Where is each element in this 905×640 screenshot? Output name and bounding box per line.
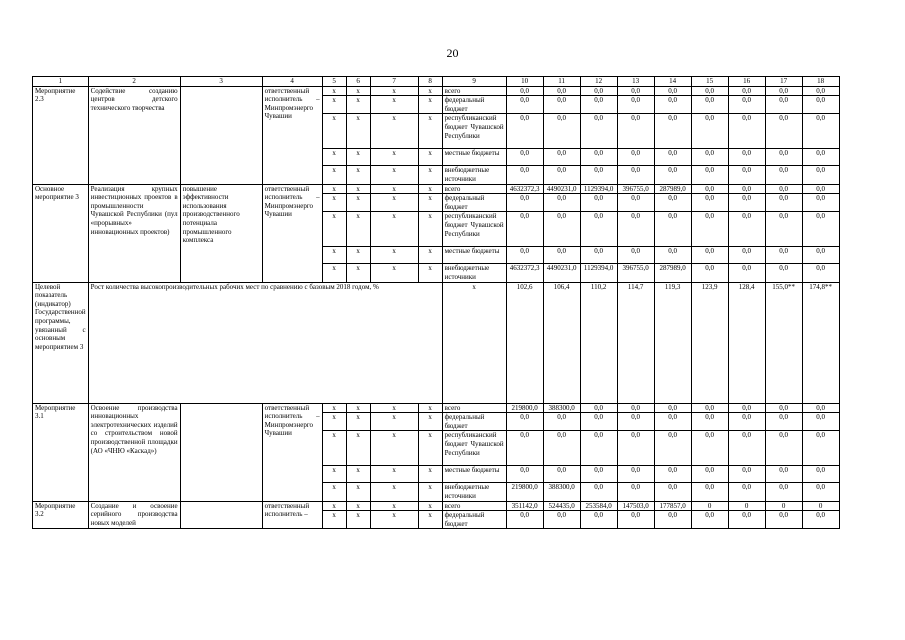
funding-value: 0,0 bbox=[802, 212, 839, 247]
funding-value: 0,0 bbox=[580, 212, 617, 247]
empty-mark-cell: x bbox=[322, 149, 346, 166]
funding-value: 0,0 bbox=[802, 166, 839, 184]
funding-source: всего bbox=[442, 86, 506, 96]
funding-value: 0,0 bbox=[543, 247, 580, 264]
empty-mark-cell: x bbox=[346, 194, 370, 212]
funding-value: 0,0 bbox=[691, 511, 728, 529]
column-number-1: 1 bbox=[33, 77, 89, 87]
funding-value: 0,0 bbox=[580, 403, 617, 413]
event-code: Мероприятие 2.3 bbox=[33, 86, 89, 184]
funding-value: 0,0 bbox=[691, 403, 728, 413]
funding-value: 0,0 bbox=[580, 483, 617, 501]
funding-source: всего bbox=[442, 184, 506, 194]
event-goal bbox=[180, 403, 262, 501]
empty-mark-cell: x bbox=[418, 184, 442, 194]
empty-mark-cell: x bbox=[322, 184, 346, 194]
funding-value: 0,0 bbox=[506, 149, 543, 166]
funding-value: 0,0 bbox=[506, 247, 543, 264]
funding-value: 0,0 bbox=[617, 96, 654, 114]
funding-value: 0,0 bbox=[765, 96, 802, 114]
funding-value: 0,0 bbox=[765, 212, 802, 247]
empty-mark-cell: x bbox=[418, 466, 442, 483]
funding-value: 0,0 bbox=[543, 212, 580, 247]
funding-value: 0,0 bbox=[691, 166, 728, 184]
empty-mark-cell: x bbox=[370, 114, 418, 149]
funding-value: 0,0 bbox=[543, 413, 580, 431]
funding-value: 0,0 bbox=[802, 483, 839, 501]
funding-value: 388300,0 bbox=[543, 403, 580, 413]
funding-value: 0,0 bbox=[580, 466, 617, 483]
funding-value: 0,0 bbox=[654, 511, 691, 529]
funding-value: 0,0 bbox=[506, 96, 543, 114]
empty-mark-cell: x bbox=[370, 413, 418, 431]
funding-value: 0,0 bbox=[654, 483, 691, 501]
column-number-9: 9 bbox=[442, 77, 506, 87]
funding-value: 0,0 bbox=[617, 403, 654, 413]
funding-source: внебюджетные источники bbox=[442, 264, 506, 282]
funding-value: 0,0 bbox=[765, 247, 802, 264]
funding-value: 0,0 bbox=[580, 413, 617, 431]
funding-value: 1129394,0 bbox=[580, 184, 617, 194]
funding-source: федеральный бюджет bbox=[442, 194, 506, 212]
funding-value: 0,0 bbox=[580, 431, 617, 466]
empty-mark-cell: x bbox=[418, 194, 442, 212]
empty-mark-cell: x bbox=[418, 247, 442, 264]
funding-value: 0,0 bbox=[506, 466, 543, 483]
funding-value: 0,0 bbox=[506, 413, 543, 431]
funding-value: 0,0 bbox=[691, 483, 728, 501]
funding-value: 0,0 bbox=[617, 431, 654, 466]
funding-value: 0,0 bbox=[802, 86, 839, 96]
funding-value: 0,0 bbox=[654, 149, 691, 166]
empty-mark-cell: x bbox=[346, 264, 370, 282]
funding-value: 0,0 bbox=[802, 194, 839, 212]
empty-mark-cell: x bbox=[370, 511, 418, 529]
funding-source: республиканский бюджет Чувашской Республики bbox=[442, 212, 506, 247]
indicator-value: 102,6 bbox=[506, 282, 543, 403]
indicator-x-cell: x bbox=[442, 282, 506, 403]
funding-value: 0,0 bbox=[728, 149, 765, 166]
funding-value: 0,0 bbox=[765, 194, 802, 212]
funding-source: всего bbox=[442, 501, 506, 511]
empty-mark-cell: x bbox=[370, 96, 418, 114]
funding-value: 524435,0 bbox=[543, 501, 580, 511]
empty-mark-cell: x bbox=[346, 212, 370, 247]
funding-value: 0,0 bbox=[802, 96, 839, 114]
funding-value: 0 bbox=[691, 501, 728, 511]
funding-value: 0,0 bbox=[765, 264, 802, 282]
column-number-16: 16 bbox=[728, 77, 765, 87]
funding-value: 0,0 bbox=[617, 413, 654, 431]
empty-mark-cell: x bbox=[370, 483, 418, 501]
column-number-2: 2 bbox=[88, 77, 180, 87]
column-number-11: 11 bbox=[543, 77, 580, 87]
funding-value: 0,0 bbox=[691, 184, 728, 194]
block-row bbox=[33, 403, 840, 413]
funding-value: 0,0 bbox=[765, 466, 802, 483]
funding-value: 147503,0 bbox=[617, 501, 654, 511]
funding-value: 0,0 bbox=[617, 194, 654, 212]
funding-value: 0,0 bbox=[654, 247, 691, 264]
event-name: Создание и освоение серийного производства новых моделей bbox=[88, 501, 180, 529]
funding-value: 396755,0 bbox=[617, 264, 654, 282]
funding-value: 0,0 bbox=[691, 114, 728, 149]
funding-value: 0,0 bbox=[580, 194, 617, 212]
empty-mark-cell: x bbox=[418, 86, 442, 96]
event-name: Реализация крупных инвестиционных проектов в промышленности Чувашской Республики (пул «прорывных» инновационных проектов) bbox=[88, 184, 180, 282]
empty-mark-cell: x bbox=[370, 264, 418, 282]
funding-value: 0,0 bbox=[802, 431, 839, 466]
funding-value: 0,0 bbox=[765, 483, 802, 501]
funding-value: 4490231,0 bbox=[543, 184, 580, 194]
funding-value: 0,0 bbox=[728, 114, 765, 149]
empty-mark-cell: x bbox=[346, 413, 370, 431]
funding-source: федеральный бюджет bbox=[442, 511, 506, 529]
empty-mark-cell: x bbox=[346, 403, 370, 413]
funding-value: 0,0 bbox=[506, 86, 543, 96]
funding-source: федеральный бюджет bbox=[442, 413, 506, 431]
funding-value: 0,0 bbox=[765, 511, 802, 529]
empty-mark-cell: x bbox=[322, 413, 346, 431]
funding-value: 0,0 bbox=[691, 264, 728, 282]
funding-value: 0 bbox=[802, 501, 839, 511]
empty-mark-cell: x bbox=[418, 413, 442, 431]
page-number: 20 bbox=[446, 46, 459, 60]
funding-value: 0,0 bbox=[580, 96, 617, 114]
funding-value: 0,0 bbox=[543, 86, 580, 96]
funding-source: республиканский бюджет Чувашской Республики bbox=[442, 431, 506, 466]
empty-mark-cell: x bbox=[346, 114, 370, 149]
funding-value: 287989,0 bbox=[654, 184, 691, 194]
funding-value: 0,0 bbox=[506, 194, 543, 212]
funding-value: 0,0 bbox=[691, 194, 728, 212]
empty-mark-cell: x bbox=[322, 501, 346, 511]
funding-value: 0,0 bbox=[691, 86, 728, 96]
empty-mark-cell: x bbox=[370, 184, 418, 194]
funding-value: 0,0 bbox=[765, 149, 802, 166]
empty-mark-cell: x bbox=[418, 483, 442, 501]
empty-mark-cell: x bbox=[322, 194, 346, 212]
funding-value: 0,0 bbox=[617, 212, 654, 247]
funding-value: 0,0 bbox=[617, 483, 654, 501]
funding-value: 0,0 bbox=[654, 466, 691, 483]
column-number-row bbox=[33, 77, 840, 87]
funding-value: 0,0 bbox=[580, 149, 617, 166]
column-number-8: 8 bbox=[418, 77, 442, 87]
empty-mark-cell: x bbox=[322, 86, 346, 96]
empty-mark-cell: x bbox=[322, 247, 346, 264]
funding-value: 4490231,0 bbox=[543, 264, 580, 282]
funding-value: 0,0 bbox=[691, 149, 728, 166]
empty-mark-cell: x bbox=[346, 511, 370, 529]
funding-value: 0,0 bbox=[543, 96, 580, 114]
funding-value: 0,0 bbox=[506, 166, 543, 184]
funding-value: 0,0 bbox=[506, 511, 543, 529]
funding-value: 219800,0 bbox=[506, 483, 543, 501]
empty-mark-cell: x bbox=[418, 166, 442, 184]
indicator-text: Рост количества высокопроизводительных рабочих мест по сравнению с базовым 2018 годом, % bbox=[88, 282, 442, 403]
funding-value: 0,0 bbox=[506, 212, 543, 247]
funding-value: 0,0 bbox=[617, 247, 654, 264]
funding-value: 0,0 bbox=[543, 194, 580, 212]
empty-mark-cell: x bbox=[418, 511, 442, 529]
column-number-14: 14 bbox=[654, 77, 691, 87]
empty-mark-cell: x bbox=[418, 403, 442, 413]
empty-mark-cell: x bbox=[346, 247, 370, 264]
funding-value: 0,0 bbox=[617, 166, 654, 184]
block-row bbox=[33, 501, 840, 511]
funding-value: 0,0 bbox=[691, 212, 728, 247]
empty-mark-cell: x bbox=[322, 466, 346, 483]
funding-value: 0,0 bbox=[543, 149, 580, 166]
empty-mark-cell: x bbox=[418, 114, 442, 149]
empty-mark-cell: x bbox=[370, 501, 418, 511]
funding-source: местные бюджеты bbox=[442, 247, 506, 264]
empty-mark-cell: x bbox=[322, 483, 346, 501]
indicator-value: 128,4 bbox=[728, 282, 765, 403]
empty-mark-cell: x bbox=[346, 184, 370, 194]
funding-value: 0,0 bbox=[765, 413, 802, 431]
event-name: Освоение производства инновационных электротехнических изделий со строительством новой производственной площадки (АО «ЧНЮ «Каскад») bbox=[88, 403, 180, 501]
event-name: Содействие созданию центров детского технического творчества bbox=[88, 86, 180, 184]
funding-value: 0,0 bbox=[654, 96, 691, 114]
event-goal bbox=[180, 86, 262, 184]
indicator-value: 123,9 bbox=[691, 282, 728, 403]
column-number-3: 3 bbox=[180, 77, 262, 87]
empty-mark-cell: x bbox=[322, 403, 346, 413]
funding-value: 0,0 bbox=[728, 166, 765, 184]
empty-mark-cell: x bbox=[418, 96, 442, 114]
funding-value: 0,0 bbox=[765, 166, 802, 184]
funding-value: 0,0 bbox=[543, 166, 580, 184]
funding-source: внебюджетные источники bbox=[442, 483, 506, 501]
column-number-12: 12 bbox=[580, 77, 617, 87]
funding-value: 0,0 bbox=[728, 86, 765, 96]
empty-mark-cell: x bbox=[322, 431, 346, 466]
event-code: Основное мероприятие 3 bbox=[33, 184, 89, 282]
funding-source: местные бюджеты bbox=[442, 466, 506, 483]
empty-mark-cell: x bbox=[370, 149, 418, 166]
column-number-18: 18 bbox=[802, 77, 839, 87]
funding-value: 0,0 bbox=[543, 511, 580, 529]
funding-value: 4632372,3 bbox=[506, 184, 543, 194]
empty-mark-cell: x bbox=[370, 466, 418, 483]
funding-value: 0,0 bbox=[728, 466, 765, 483]
funding-value: 0,0 bbox=[765, 86, 802, 96]
funding-value: 0,0 bbox=[543, 466, 580, 483]
funding-value: 0,0 bbox=[765, 431, 802, 466]
funding-value: 0,0 bbox=[580, 166, 617, 184]
indicator-code: Целевой показатель (индикатор) Государственной программы, увязанный с основным мероприятием 3 bbox=[33, 282, 89, 403]
empty-mark-cell: x bbox=[322, 166, 346, 184]
empty-mark-cell: x bbox=[370, 403, 418, 413]
empty-mark-cell: x bbox=[370, 431, 418, 466]
event-goal: повышение эффективности использования производственного потенциала промышленного комплекса bbox=[180, 184, 262, 282]
funding-value: 0 bbox=[728, 501, 765, 511]
funding-value: 0,0 bbox=[617, 149, 654, 166]
funding-value: 0,0 bbox=[802, 247, 839, 264]
program-funding-table bbox=[32, 76, 840, 529]
empty-mark-cell: x bbox=[322, 96, 346, 114]
funding-value: 0,0 bbox=[654, 86, 691, 96]
funding-value: 0,0 bbox=[654, 403, 691, 413]
funding-value: 0,0 bbox=[728, 403, 765, 413]
event-code: Мероприятие 3.1 bbox=[33, 403, 89, 501]
funding-value: 0,0 bbox=[543, 114, 580, 149]
empty-mark-cell: x bbox=[370, 247, 418, 264]
funding-value: 0,0 bbox=[765, 114, 802, 149]
funding-value: 0,0 bbox=[654, 212, 691, 247]
empty-mark-cell: x bbox=[370, 194, 418, 212]
funding-value: 0,0 bbox=[506, 431, 543, 466]
funding-value: 0,0 bbox=[802, 149, 839, 166]
empty-mark-cell: x bbox=[346, 483, 370, 501]
funding-value: 0,0 bbox=[691, 413, 728, 431]
funding-value: 0,0 bbox=[654, 114, 691, 149]
funding-value: 4632372,3 bbox=[506, 264, 543, 282]
funding-value: 0,0 bbox=[580, 511, 617, 529]
funding-value: 0,0 bbox=[617, 86, 654, 96]
empty-mark-cell: x bbox=[322, 511, 346, 529]
funding-value: 0,0 bbox=[617, 511, 654, 529]
column-number-17: 17 bbox=[765, 77, 802, 87]
empty-mark-cell: x bbox=[346, 96, 370, 114]
column-number-6: 6 bbox=[346, 77, 370, 87]
funding-value: 0,0 bbox=[654, 194, 691, 212]
funding-value: 0,0 bbox=[654, 413, 691, 431]
empty-mark-cell: x bbox=[322, 212, 346, 247]
funding-source: всего bbox=[442, 403, 506, 413]
empty-mark-cell: x bbox=[322, 264, 346, 282]
funding-value: 0,0 bbox=[802, 403, 839, 413]
empty-mark-cell: x bbox=[370, 86, 418, 96]
funding-value: 0,0 bbox=[802, 511, 839, 529]
indicator-value: 174,8** bbox=[802, 282, 839, 403]
funding-value: 0 bbox=[765, 501, 802, 511]
column-number-15: 15 bbox=[691, 77, 728, 87]
empty-mark-cell: x bbox=[346, 86, 370, 96]
event-responsible: ответственный исполнитель – Минпромэнерго Чувашии bbox=[262, 184, 322, 282]
indicator-value: 110,2 bbox=[580, 282, 617, 403]
empty-mark-cell: x bbox=[370, 166, 418, 184]
funding-value: 0,0 bbox=[728, 184, 765, 194]
indicator-value: 106,4 bbox=[543, 282, 580, 403]
funding-value: 0,0 bbox=[728, 511, 765, 529]
funding-value: 0,0 bbox=[506, 114, 543, 149]
funding-value: 0,0 bbox=[802, 466, 839, 483]
funding-value: 388300,0 bbox=[543, 483, 580, 501]
funding-value: 0,0 bbox=[654, 431, 691, 466]
empty-mark-cell: x bbox=[346, 466, 370, 483]
funding-value: 0,0 bbox=[617, 466, 654, 483]
funding-value: 0,0 bbox=[728, 96, 765, 114]
funding-value: 0,0 bbox=[654, 166, 691, 184]
indicator-row bbox=[33, 282, 840, 403]
funding-value: 287989,0 bbox=[654, 264, 691, 282]
column-number-5: 5 bbox=[322, 77, 346, 87]
funding-value: 0,0 bbox=[728, 483, 765, 501]
funding-value: 0,0 bbox=[728, 212, 765, 247]
empty-mark-cell: x bbox=[346, 431, 370, 466]
empty-mark-cell: x bbox=[418, 149, 442, 166]
funding-value: 0,0 bbox=[543, 431, 580, 466]
event-responsible: ответственный исполнитель – Минпромэнерго Чувашии bbox=[262, 403, 322, 501]
funding-value: 219800,0 bbox=[506, 403, 543, 413]
funding-value: 0,0 bbox=[617, 114, 654, 149]
event-responsible: ответственный исполнитель – bbox=[262, 501, 322, 529]
funding-value: 0,0 bbox=[728, 247, 765, 264]
funding-value: 0,0 bbox=[691, 431, 728, 466]
event-code: Мероприятие 3.2 bbox=[33, 501, 89, 529]
funding-value: 0,0 bbox=[580, 247, 617, 264]
funding-source: республиканский бюджет Чувашской Республики bbox=[442, 114, 506, 149]
funding-value: 0,0 bbox=[728, 413, 765, 431]
column-number-10: 10 bbox=[506, 77, 543, 87]
funding-value: 253584,0 bbox=[580, 501, 617, 511]
funding-value: 351142,0 bbox=[506, 501, 543, 511]
event-goal bbox=[180, 501, 262, 529]
block-row bbox=[33, 86, 840, 96]
funding-value: 0,0 bbox=[691, 96, 728, 114]
funding-value: 0,0 bbox=[802, 413, 839, 431]
funding-value: 0,0 bbox=[728, 264, 765, 282]
empty-mark-cell: x bbox=[346, 501, 370, 511]
funding-source: внебюджетные источники bbox=[442, 166, 506, 184]
funding-value: 0,0 bbox=[580, 86, 617, 96]
empty-mark-cell: x bbox=[346, 166, 370, 184]
empty-mark-cell: x bbox=[370, 212, 418, 247]
funding-value: 0,0 bbox=[691, 247, 728, 264]
funding-source: местные бюджеты bbox=[442, 149, 506, 166]
funding-value: 0,0 bbox=[765, 403, 802, 413]
funding-value: 0,0 bbox=[765, 184, 802, 194]
empty-mark-cell: x bbox=[418, 501, 442, 511]
funding-value: 0,0 bbox=[728, 194, 765, 212]
column-number-7: 7 bbox=[370, 77, 418, 87]
funding-value: 0,0 bbox=[802, 264, 839, 282]
empty-mark-cell: x bbox=[418, 212, 442, 247]
indicator-value: 114,7 bbox=[617, 282, 654, 403]
funding-source: федеральный бюджет bbox=[442, 96, 506, 114]
funding-value: 177857,0 bbox=[654, 501, 691, 511]
funding-value: 0,0 bbox=[802, 184, 839, 194]
funding-value: 0,0 bbox=[580, 114, 617, 149]
funding-value: 0,0 bbox=[728, 431, 765, 466]
funding-value: 396755,0 bbox=[617, 184, 654, 194]
empty-mark-cell: x bbox=[418, 431, 442, 466]
indicator-value: 119,3 bbox=[654, 282, 691, 403]
funding-value: 0,0 bbox=[691, 466, 728, 483]
funding-value: 0,0 bbox=[802, 114, 839, 149]
event-responsible: ответственный исполнитель – Минпромэнерго Чувашии bbox=[262, 86, 322, 184]
column-number-13: 13 bbox=[617, 77, 654, 87]
column-number-4: 4 bbox=[262, 77, 322, 87]
indicator-value: 155,0** bbox=[765, 282, 802, 403]
empty-mark-cell: x bbox=[322, 114, 346, 149]
empty-mark-cell: x bbox=[418, 264, 442, 282]
block-row bbox=[33, 184, 840, 194]
funding-value: 1129394,0 bbox=[580, 264, 617, 282]
empty-mark-cell: x bbox=[346, 149, 370, 166]
